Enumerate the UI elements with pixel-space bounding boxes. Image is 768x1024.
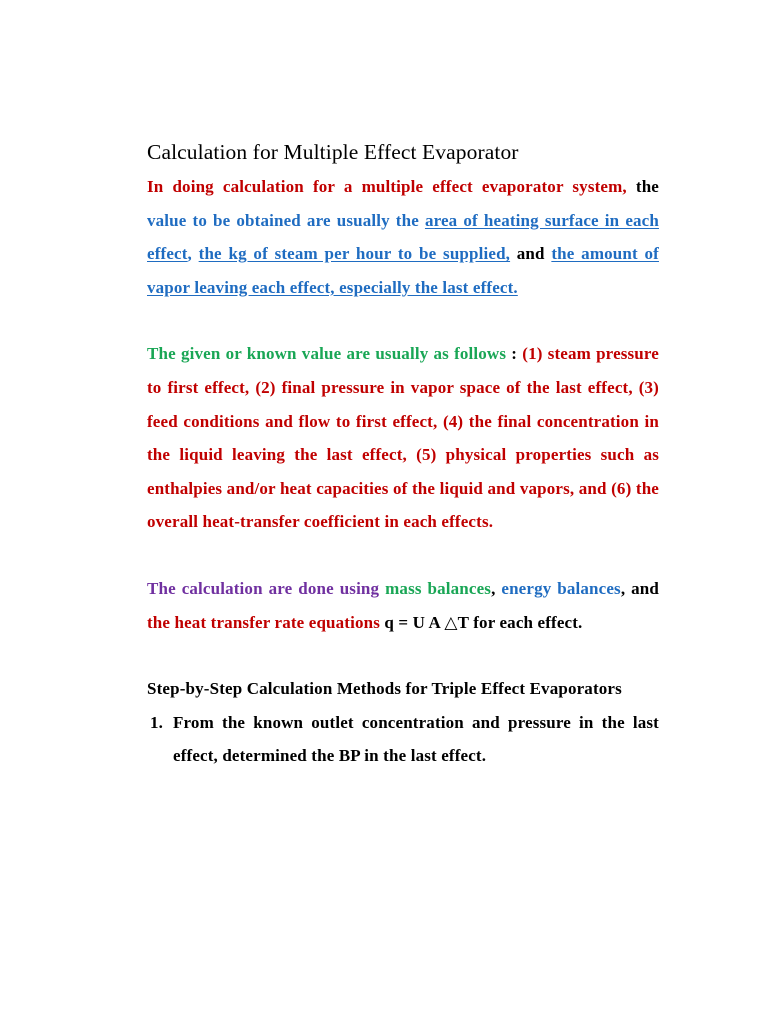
para3-intro: The calculation are done using [147, 578, 386, 598]
para1-the: the [626, 177, 659, 196]
paragraph-objectives [147, 170, 659, 304]
para1-steam-link: the kg of steam per hour to be supplied, [198, 244, 511, 264]
para3-energy: energy balances [501, 578, 621, 598]
para1-and: and [510, 244, 552, 264]
para3-mass: mass balances [385, 578, 492, 598]
spacer [147, 304, 659, 337]
para2-list: (1) steam pressure to first effect, (2) final pressure in vapor space of the last effect, (3) feed conditions and flow to first effect, (4) the final concentration in the liquid leaving the last effect, (5) physical properties such as enthalpies and/or heat capacities of the liquid and vapors, and (6) the overall heat-transfer coefficient in each effects. [147, 344, 659, 532]
para1-vapor-link: the amount of vapor leaving each effect, especially the last effect. [147, 244, 659, 297]
para3-comma: , [491, 578, 502, 598]
page-title: Calculation for Multiple Effect Evaporator [147, 140, 519, 164]
para3-heat: the heat transfer rate equations [147, 612, 381, 632]
section-heading: Step-by-Step Calculation Methods for Triple Effect Evaporators [147, 679, 622, 699]
para1-comma: , [187, 244, 199, 264]
para1-value-text: value to be obtained are usually the [147, 210, 425, 230]
para3-and: , and [620, 578, 659, 598]
para1-intro: In doing calculation for a multiple effect evaporator system, [147, 177, 627, 196]
list-item [147, 706, 659, 773]
list-item-number: 1. [150, 712, 164, 732]
document-page [147, 138, 659, 773]
spacer [147, 639, 659, 672]
list-item-text: From the known outlet concentration and pressure in the last effect, determined the BP in the last effect. [173, 712, 659, 766]
para1-area-link: area of heating surface in each effect [147, 210, 659, 264]
para3-equation: q = U A △T for each effect. [380, 612, 583, 632]
paragraph-method [147, 572, 659, 639]
para2-colon: : [506, 344, 523, 364]
steps-list [147, 706, 659, 773]
paragraph-given-values [147, 337, 659, 539]
para2-intro: The given or known value are usually as follows [147, 344, 507, 364]
spacer [147, 539, 659, 572]
